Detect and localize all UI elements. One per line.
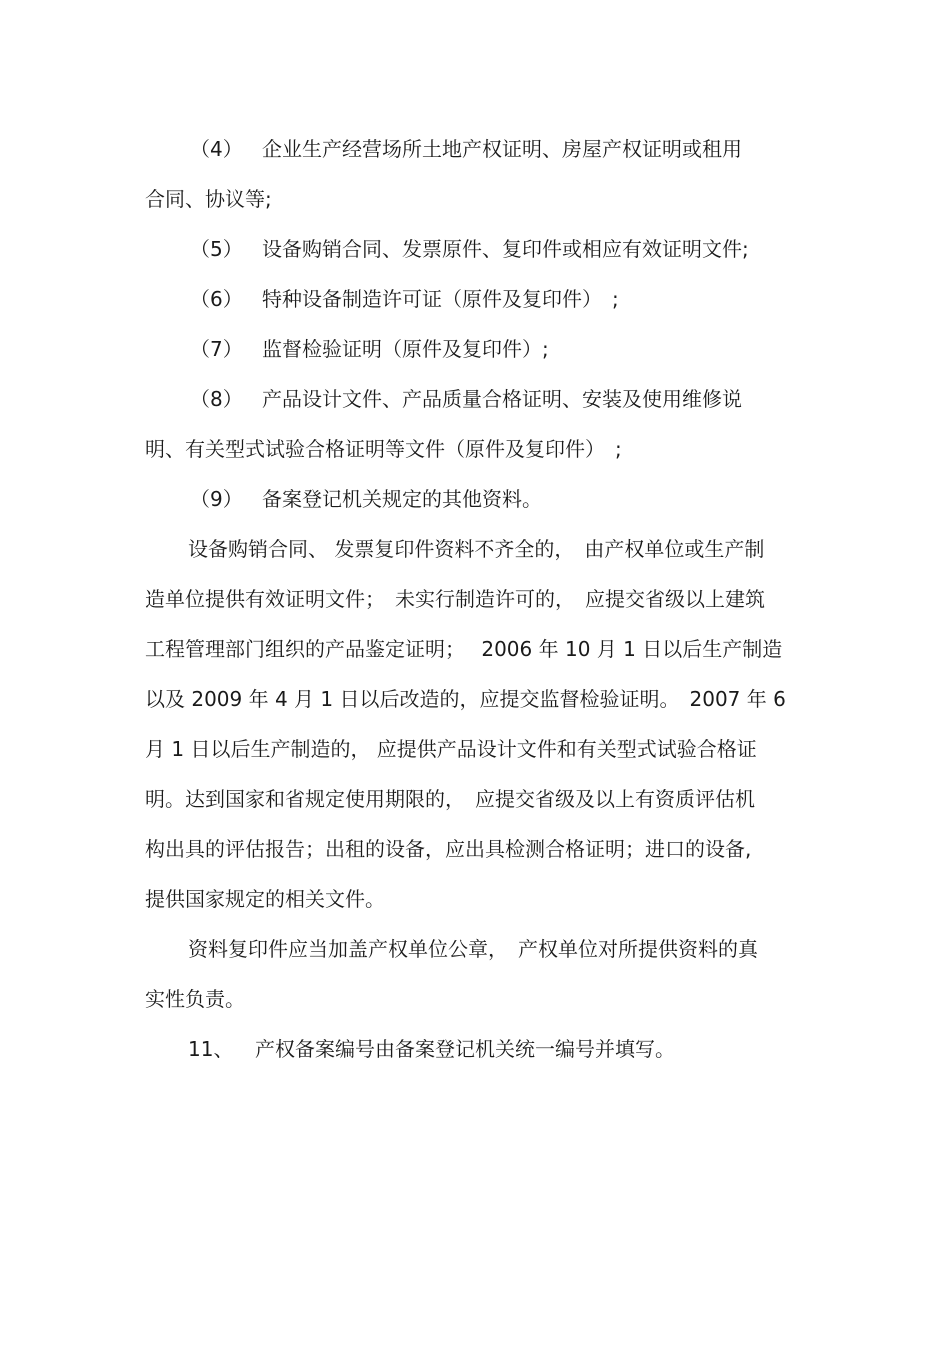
item-number: （4） — [190, 137, 243, 161]
item-number: （7） — [190, 337, 243, 361]
item-text: 备案登记机关规定的其他资料。 — [262, 487, 542, 511]
paragraph-line: 月 1 日以后生产制造的， 应提供产品设计文件和有关型式试验合格证 — [145, 737, 757, 761]
item-text: 产权备案编号由备案登记机关统一编号并填写。 — [255, 1037, 675, 1061]
paragraph-line: 构出具的评估报告；出租的设备，应出具检测合格证明；进口的设备, — [145, 837, 752, 861]
item-text: 特种设备制造许可证（原件及复印件） ; — [262, 287, 619, 311]
item-number: （5） — [190, 237, 243, 261]
paragraph-line: 明。达到国家和省规定使用期限的， 应提交省级及以上有资质评估机 — [145, 787, 755, 811]
paragraph-line: 设备购销合同、 发票复印件资料不齐全的， 由产权单位或生产制 — [188, 537, 765, 561]
item-text: 合同、协议等; — [145, 187, 272, 211]
item-number: 11、 — [188, 1037, 234, 1061]
paragraph-line: 造单位提供有效证明文件； 未实行制造许可的， 应提交省级以上建筑 — [145, 587, 765, 611]
item-number: （8） — [190, 387, 243, 411]
paragraph-line: 提供国家规定的相关文件。 — [145, 887, 385, 911]
item-text: 监督检验证明（原件及复印件）; — [262, 337, 549, 361]
paragraph-line: 工程管理部门组织的产品鉴定证明； 2006 年 10 月 1 日以后生产制造 — [145, 637, 783, 661]
item-text: 设备购销合同、发票原件、复印件或相应有效证明文件; — [262, 237, 749, 261]
item-number: （6） — [190, 287, 243, 311]
paragraph-line: 资料复印件应当加盖产权单位公章， 产权单位对所提供资料的真 — [188, 937, 758, 961]
item-text: 明、有关型式试验合格证明等文件（原件及复印件） ; — [145, 437, 622, 461]
item-number: （9） — [190, 487, 243, 511]
item-text: 产品设计文件、产品质量合格证明、安装及使用维修说 — [262, 387, 742, 411]
paragraph-line: 实性负责。 — [145, 987, 245, 1011]
paragraph-line: 以及 2009 年 4 月 1 日以后改造的，应提交监督检验证明。 2007 年 6 — [145, 687, 786, 711]
item-text: 企业生产经营场所土地产权证明、房屋产权证明或租用 — [262, 137, 742, 161]
